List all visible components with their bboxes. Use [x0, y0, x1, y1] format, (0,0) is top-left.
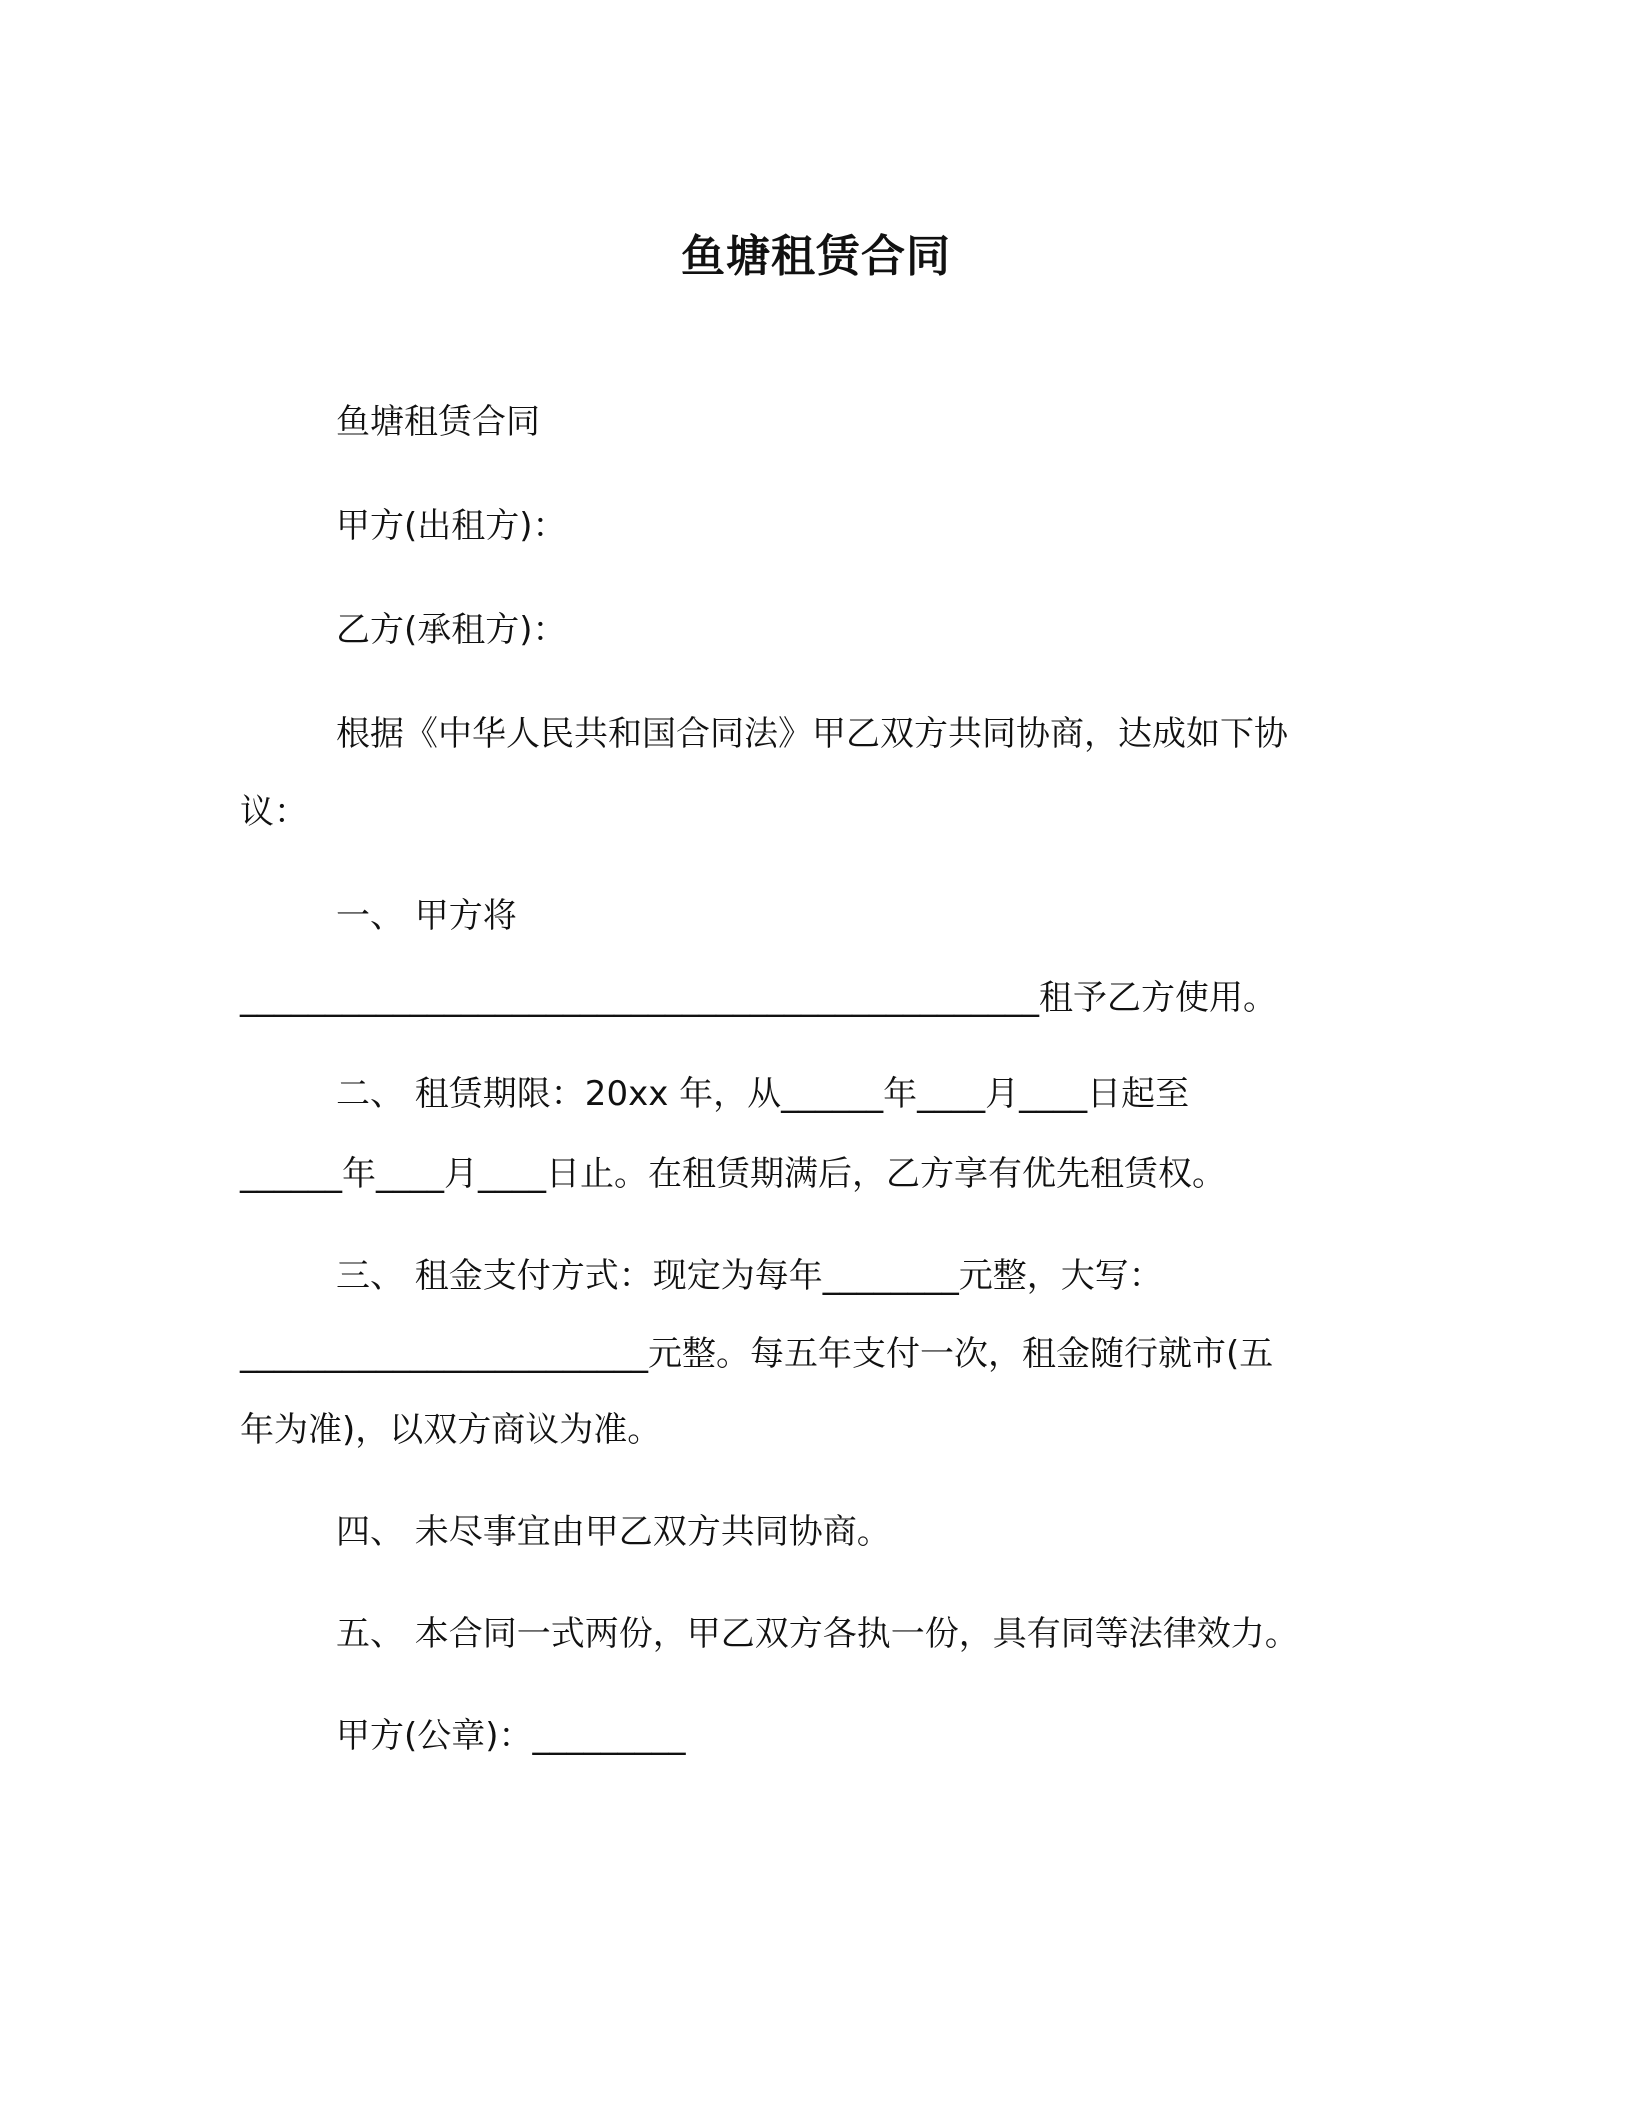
contract-heading: 鱼塘租赁合同 — [336, 402, 540, 442]
party-b-line: 乙方(承租方)： — [336, 610, 567, 650]
preamble-line-2: 议： — [240, 792, 308, 832]
party-a-seal-line: 甲方(公章)：_________ — [336, 1716, 686, 1756]
clause-2-line-2: ______年____月____日止。在租赁期满后，乙方享有优先租赁权。 — [240, 1154, 1226, 1194]
clause-2-line-1: 二、 租赁期限：20xx 年，从______年____月____日起至 — [336, 1074, 1190, 1114]
clause-3-line-3: 年为准)，以双方商议为准。 — [240, 1410, 662, 1450]
preamble-line-1: 根据《中华人民共和国合同法》甲乙双方共同协商，达成如下协 — [336, 714, 1288, 754]
document-title: 鱼塘租赁合同 — [681, 231, 951, 282]
clause-1-line-2: _______________________________________________租予乙方使用。 — [240, 978, 1277, 1018]
clause-5-line: 五、 本合同一式两份，甲乙双方各执一份，具有同等法律效力。 — [336, 1614, 1299, 1654]
clause-3-line-1: 三、 租金支付方式：现定为每年________元整，大写： — [336, 1256, 1163, 1296]
clause-4-line: 四、 未尽事宜由甲乙双方共同协商。 — [336, 1512, 891, 1552]
clause-1-line-1: 一、 甲方将 — [336, 896, 517, 936]
party-a-line: 甲方(出租方)： — [336, 506, 567, 546]
clause-3-line-2: ________________________元整。每五年支付一次，租金随行就市(五 — [240, 1334, 1274, 1374]
